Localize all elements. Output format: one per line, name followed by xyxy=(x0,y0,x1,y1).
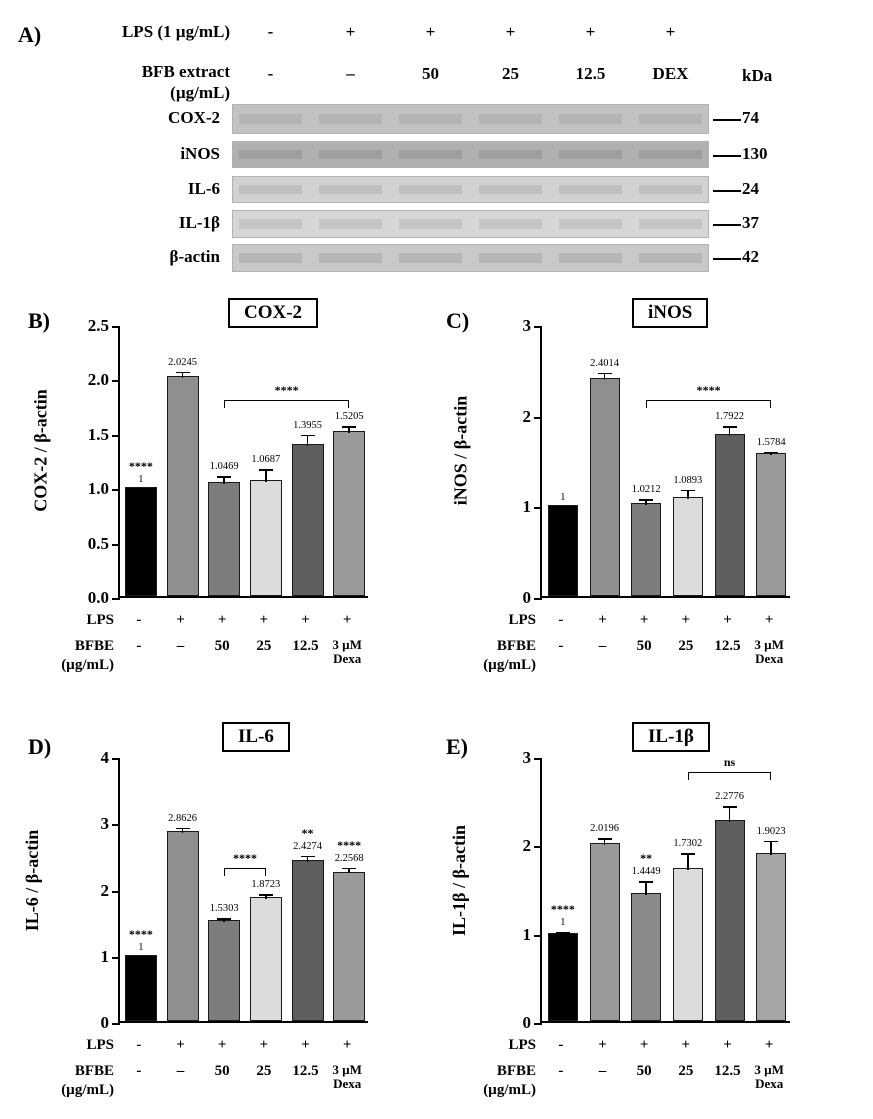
y-axis-tick xyxy=(534,758,542,760)
bar-value-label: 2.4274 xyxy=(293,840,322,852)
bar-value-label: 1 xyxy=(138,474,144,486)
bar-value-label: 2.4014 xyxy=(590,357,619,369)
bar xyxy=(673,868,703,1021)
y-axis-tick xyxy=(112,891,120,893)
error-bar-cap xyxy=(342,868,356,870)
condition-cell-bfbe: 50 xyxy=(636,638,652,654)
bar-value-label: 1 xyxy=(560,917,566,929)
error-bar-cap xyxy=(681,853,695,855)
condition-cell-bfbe: 3 µM Dexa xyxy=(332,637,362,666)
bar xyxy=(167,831,199,1021)
blot-band xyxy=(239,253,302,263)
condition-cell-bfbe: – xyxy=(176,638,185,654)
error-bar-cap xyxy=(556,932,570,934)
bar xyxy=(631,893,661,1021)
blot-band xyxy=(319,219,382,229)
blot-lps-value: - xyxy=(267,22,274,41)
blot-bfb-value: - xyxy=(267,64,274,83)
significance-label: **** xyxy=(128,926,153,941)
blot-marker-tick xyxy=(713,224,741,226)
blot-row-label-lps: LPS (1 µg/mL) xyxy=(121,22,230,41)
condition-cell-bfbe: - xyxy=(136,638,142,654)
error-bar-cap xyxy=(217,476,231,478)
bar-value-label: 1.5303 xyxy=(209,902,239,914)
bar-value-label: 1.3955 xyxy=(293,419,322,431)
condition-cell-bfbe: 50 xyxy=(214,1063,230,1079)
bar xyxy=(715,434,745,596)
error-bar-cap xyxy=(723,806,737,808)
blot-band xyxy=(399,185,462,194)
bar-value-label: 1.7922 xyxy=(715,410,744,422)
y-axis-tick-label: 0.0 xyxy=(87,588,109,607)
error-bar-cap xyxy=(259,469,273,471)
bar xyxy=(715,820,745,1021)
panel-letter: D) xyxy=(28,734,52,759)
y-axis-tick xyxy=(534,935,542,937)
blot-kda-value: 37 xyxy=(742,213,759,232)
condition-row-label-bfbe: BFBE xyxy=(74,1063,114,1079)
y-axis-tick xyxy=(112,1023,120,1025)
significance-label: **** xyxy=(233,850,257,865)
blot-band xyxy=(559,253,622,263)
blot-band xyxy=(479,253,542,263)
bar-value-label: 2.2568 xyxy=(334,852,364,864)
bar-value-label: 1.7302 xyxy=(673,837,703,849)
y-axis-tick xyxy=(112,598,120,600)
bar-value-label: 1.9023 xyxy=(756,825,786,837)
blot-target-label: iNOS xyxy=(180,143,220,163)
blot-bfb-value: DEX xyxy=(652,64,689,83)
error-bar-cap xyxy=(301,435,315,437)
y-axis-tick xyxy=(534,326,542,328)
y-axis-title: iNOS / β-actin xyxy=(450,395,471,506)
bar xyxy=(250,480,282,596)
blot-band xyxy=(239,114,302,124)
blot-band xyxy=(559,114,622,124)
blot-band xyxy=(319,253,382,263)
condition-row-label-bfbe: BFBE xyxy=(496,1063,536,1079)
condition-cell-bfbe: 12.5 xyxy=(292,1063,319,1079)
plot-area xyxy=(522,316,790,607)
y-axis-tick-label: 4 xyxy=(100,748,109,767)
condition-cell-bfbe: 3 µM Dexa xyxy=(754,637,784,666)
condition-cell-bfbe: 12.5 xyxy=(714,638,741,654)
blot-band xyxy=(559,219,622,229)
blot-band-row xyxy=(232,210,709,238)
condition-row-label-bfbe: BFBE xyxy=(496,638,536,654)
condition-cell-bfbe: – xyxy=(598,638,607,654)
panel-d-chart-il6 xyxy=(0,712,436,1119)
bar xyxy=(590,378,620,596)
error-bar-cap xyxy=(764,452,778,454)
error-bar-cap xyxy=(176,828,190,830)
blot-target-label: β-actin xyxy=(169,247,220,266)
blot-band xyxy=(639,253,702,263)
blot-marker-tick xyxy=(713,155,741,157)
blot-band-row xyxy=(232,244,709,272)
significance-label: ** xyxy=(640,851,653,866)
blot-kda-value: 42 xyxy=(742,247,759,266)
blot-target-label: COX-2 xyxy=(168,108,220,127)
significance-bracket xyxy=(646,400,771,408)
bar xyxy=(125,955,157,1021)
bar-value-label: 1.4449 xyxy=(631,866,661,878)
y-axis-tick-label: 2 xyxy=(522,406,531,426)
condition-cell-bfbe: – xyxy=(598,1063,607,1079)
panel-b-chart-cox2 xyxy=(0,290,436,710)
condition-cell-bfbe: – xyxy=(176,1063,185,1079)
condition-cell-lps: + xyxy=(342,612,352,628)
y-axis-tick-label: 1 xyxy=(522,497,531,517)
panel-a-western-blot xyxy=(0,0,873,285)
y-axis-tick xyxy=(534,1023,542,1025)
y-axis-tick xyxy=(112,489,120,491)
blot-lps-value: + xyxy=(425,22,436,41)
plot-area xyxy=(100,748,368,1032)
blot-band xyxy=(399,114,462,124)
blot-band-row xyxy=(232,176,709,203)
error-bar xyxy=(307,435,309,446)
plot-area xyxy=(87,316,368,607)
bar-value-label: 1.5784 xyxy=(756,436,786,448)
condition-cell-lps: + xyxy=(259,1037,269,1053)
chart-title: IL-1β xyxy=(632,722,710,752)
y-axis-tick-label: 3 xyxy=(100,814,109,834)
chart-title: iNOS xyxy=(632,298,708,328)
condition-row-label-lps: LPS xyxy=(508,612,536,628)
bar xyxy=(548,505,578,596)
condition-cell-lps: + xyxy=(639,612,649,628)
bar xyxy=(125,487,157,596)
condition-row-label-lps: LPS xyxy=(86,612,114,628)
significance-label: **** xyxy=(550,902,575,917)
bar-value-label: 1.8723 xyxy=(251,878,281,890)
condition-row-label-lps: LPS xyxy=(86,1037,114,1053)
blot-band xyxy=(639,150,702,159)
y-axis-tick xyxy=(112,435,120,437)
condition-cell-lps: + xyxy=(764,612,774,628)
blot-band xyxy=(399,253,462,263)
blot-band xyxy=(559,185,622,194)
error-bar-cap xyxy=(639,881,653,883)
y-axis-tick-label: 2.5 xyxy=(87,316,109,335)
blot-band xyxy=(399,150,462,159)
y-axis-tick-label: 2 xyxy=(522,836,531,856)
condition-cell-lps: + xyxy=(598,612,607,628)
bar-value-label: 1.0687 xyxy=(251,454,281,466)
bar-value-label: 2.2776 xyxy=(715,791,744,803)
blot-band xyxy=(559,150,622,159)
condition-cell-lps: + xyxy=(217,1037,227,1053)
y-axis-tick-label: 1 xyxy=(522,924,531,944)
y-axis-tick xyxy=(534,846,542,848)
blot-lps-value: + xyxy=(505,22,516,41)
error-bar xyxy=(770,841,772,855)
condition-cell-lps: - xyxy=(558,1037,564,1053)
condition-row-label-unit: (µg/mL) xyxy=(61,1082,114,1098)
bar xyxy=(548,933,578,1021)
blot-band xyxy=(239,185,302,194)
y-axis-title: COX-2 / β-actin xyxy=(30,389,51,512)
y-axis-tick-label: 0 xyxy=(522,1013,531,1032)
y-axis-tick xyxy=(112,957,120,959)
condition-cell-bfbe: 25 xyxy=(256,638,272,654)
y-axis-tick xyxy=(534,507,542,509)
panel-c-chart-inos xyxy=(436,290,873,710)
blot-band xyxy=(319,150,382,159)
error-bar-cap xyxy=(681,490,695,492)
y-axis-tick-label: 1.5 xyxy=(87,424,109,444)
bar-value-label: 1.0893 xyxy=(673,474,703,486)
y-axis-tick-label: 1 xyxy=(100,946,109,966)
blot-band xyxy=(399,219,462,229)
blot-target-label: IL-6 xyxy=(187,178,220,198)
condition-row-label-bfbe: BFBE xyxy=(74,638,114,654)
condition-cell-lps: + xyxy=(301,612,310,628)
condition-cell-bfbe: 50 xyxy=(636,1063,652,1079)
blot-kda-value: 130 xyxy=(742,143,768,163)
blot-kda-value: 74 xyxy=(742,108,759,127)
condition-row-label-unit: (µg/mL) xyxy=(483,1082,536,1098)
panel-letter: B) xyxy=(28,308,50,333)
bar-value-label: 2.8626 xyxy=(168,812,197,824)
y-axis-tick xyxy=(112,758,120,760)
blot-bfb-value: – xyxy=(346,64,355,83)
bar xyxy=(292,860,324,1021)
significance-bracket xyxy=(224,868,266,876)
y-axis-tick xyxy=(534,598,542,600)
blot-lps-value: + xyxy=(585,22,596,41)
blot-bfb-value: 12.5 xyxy=(575,64,606,83)
error-bar-cap xyxy=(598,373,612,375)
condition-cell-lps: - xyxy=(136,1037,142,1053)
error-bar-cap xyxy=(176,372,190,374)
y-axis-tick xyxy=(112,544,120,546)
condition-cell-bfbe: 25 xyxy=(256,1063,272,1079)
blot-band xyxy=(639,114,702,124)
bar xyxy=(167,376,199,596)
chart-title: COX-2 xyxy=(228,298,318,328)
condition-cell-lps: + xyxy=(681,1037,691,1053)
bar xyxy=(250,897,282,1021)
condition-cell-bfbe: - xyxy=(136,1063,142,1079)
blot-lps-value: + xyxy=(345,22,356,41)
blot-bfb-value: 50 xyxy=(422,64,439,83)
blot-band xyxy=(639,219,702,229)
condition-cell-bfbe: 25 xyxy=(678,1063,694,1079)
error-bar xyxy=(265,469,267,482)
significance-label: **** xyxy=(128,459,153,474)
condition-cell-lps: + xyxy=(723,612,732,628)
bar xyxy=(590,843,620,1021)
panel-e-chart-il1b xyxy=(436,712,873,1119)
y-axis-tick-label: 2.0 xyxy=(87,370,109,390)
blot-marker-tick xyxy=(713,119,741,121)
y-axis-tick xyxy=(112,824,120,826)
blot-band xyxy=(479,185,542,194)
bar-value-label: 1.5205 xyxy=(334,411,364,423)
plot-area xyxy=(522,748,790,1032)
condition-cell-bfbe: - xyxy=(558,638,564,654)
blot-band xyxy=(639,185,702,194)
condition-row-label-unit: (µg/mL) xyxy=(483,657,536,673)
bar xyxy=(292,444,324,596)
blot-marker-tick xyxy=(713,258,741,260)
blot-band xyxy=(319,185,382,194)
blot-lps-value: + xyxy=(665,22,676,41)
condition-cell-lps: + xyxy=(681,612,691,628)
bar xyxy=(208,920,240,1021)
y-axis-tick xyxy=(112,326,120,328)
blot-row-label-bfb-1: BFB extract xyxy=(141,62,230,81)
blot-row-label-bfb-2: (µg/mL) xyxy=(170,83,230,102)
condition-cell-lps: + xyxy=(639,1037,649,1053)
error-bar xyxy=(729,806,731,821)
panel-a-letter: A) xyxy=(18,22,42,47)
bar-value-label: 1 xyxy=(138,941,144,953)
condition-row-label-unit: (µg/mL) xyxy=(61,657,114,673)
error-bar-cap xyxy=(639,499,653,501)
error-bar-cap xyxy=(723,426,737,428)
condition-cell-lps: + xyxy=(764,1037,774,1053)
error-bar-cap xyxy=(217,918,231,920)
blot-bfb-value: 25 xyxy=(502,64,519,83)
significance-bracket xyxy=(688,772,771,780)
significance-label: **** xyxy=(696,382,721,397)
error-bar-cap xyxy=(342,426,356,428)
y-axis-tick-label: 3 xyxy=(522,748,531,767)
significance-label: **** xyxy=(337,837,362,852)
condition-cell-bfbe: 50 xyxy=(214,638,230,654)
y-axis-tick xyxy=(112,380,120,382)
blot-target-label: IL-1β xyxy=(178,213,220,232)
condition-cell-lps: + xyxy=(176,1037,185,1053)
error-bar xyxy=(687,853,689,870)
blot-kda-value: 24 xyxy=(742,178,759,198)
error-bar-cap xyxy=(301,856,315,858)
bar xyxy=(333,872,365,1022)
error-bar xyxy=(645,881,647,895)
bar-value-label: 1 xyxy=(560,492,566,504)
panel-letter: E) xyxy=(446,734,468,759)
condition-cell-bfbe: 3 µM Dexa xyxy=(332,1062,362,1091)
condition-cell-bfbe: 3 µM Dexa xyxy=(754,1062,784,1091)
blot-band xyxy=(239,150,302,159)
blot-band xyxy=(479,114,542,124)
condition-cell-lps: + xyxy=(342,1037,352,1053)
condition-cell-lps: + xyxy=(217,612,227,628)
bar xyxy=(631,503,661,596)
significance-label: ns xyxy=(723,755,736,770)
condition-cell-lps: + xyxy=(259,612,269,628)
condition-cell-bfbe: 25 xyxy=(678,638,694,654)
error-bar-cap xyxy=(764,841,778,843)
blot-marker-tick xyxy=(713,190,741,192)
error-bar-cap xyxy=(259,894,273,896)
condition-cell-lps: + xyxy=(598,1037,607,1053)
bar-value-label: 2.0245 xyxy=(168,356,197,368)
condition-cell-bfbe: 12.5 xyxy=(714,1063,741,1079)
blot-band xyxy=(239,219,302,229)
blot-band xyxy=(319,114,382,124)
blot-band-row xyxy=(232,104,709,134)
y-axis-title: IL-6 / β-actin xyxy=(22,829,43,932)
bar xyxy=(756,853,786,1021)
blot-band xyxy=(479,219,542,229)
condition-cell-lps: + xyxy=(301,1037,310,1053)
y-axis-tick-label: 1.0 xyxy=(87,479,109,499)
y-axis-tick-label: 2 xyxy=(100,880,109,900)
panel-letter: C) xyxy=(446,308,470,333)
condition-cell-bfbe: 12.5 xyxy=(292,638,319,654)
condition-row-label-lps: LPS xyxy=(508,1037,536,1053)
condition-cell-lps: + xyxy=(176,612,185,628)
bar xyxy=(756,453,786,596)
bar xyxy=(208,482,240,596)
significance-label: ** xyxy=(301,825,314,840)
bar-value-label: 1.0469 xyxy=(209,460,239,472)
condition-cell-bfbe: - xyxy=(558,1063,564,1079)
y-axis-tick-label: 0 xyxy=(522,588,531,607)
bar xyxy=(673,497,703,596)
blot-band-row xyxy=(232,141,709,168)
bar-value-label: 2.0196 xyxy=(590,822,619,834)
chart-title: IL-6 xyxy=(222,722,290,752)
y-axis-title: IL-1β / β-actin xyxy=(448,825,469,936)
blot-kda-header: kDa xyxy=(742,66,773,85)
bar-value-label: 1.0212 xyxy=(631,484,661,496)
y-axis-tick-label: 0 xyxy=(100,1013,109,1032)
y-axis-tick-label: 0.5 xyxy=(87,533,109,553)
y-axis-tick-label: 3 xyxy=(522,316,531,335)
blot-band xyxy=(479,150,542,159)
significance-bracket xyxy=(224,400,349,408)
error-bar-cap xyxy=(598,838,612,840)
condition-cell-lps: - xyxy=(136,612,142,628)
significance-label: **** xyxy=(274,383,299,398)
condition-cell-lps: + xyxy=(723,1037,732,1053)
bar xyxy=(333,431,365,596)
condition-cell-lps: - xyxy=(558,612,564,628)
y-axis-tick xyxy=(534,417,542,419)
